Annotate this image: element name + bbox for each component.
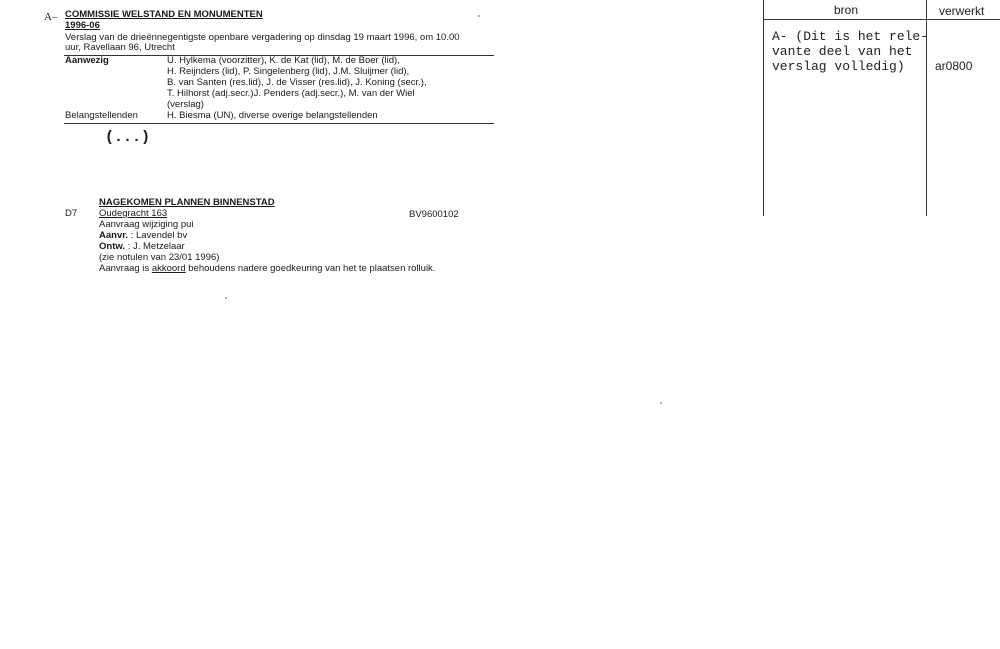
present-line: H. Reijnders (lid), P. Singelenberg (lid), J.M. Sluijmer (lid), [167, 66, 410, 77]
item-note: (zie notulen van 23/01 1996) [99, 252, 220, 263]
source-note-line: verslag volledig) [772, 59, 905, 74]
decision-suffix: behoudens nadere goedkeuring van het te plaatsen rolluik. [185, 263, 436, 274]
applicant-value: : Lavendel bv [130, 230, 188, 241]
item-reference: BV9600102 [409, 209, 459, 220]
scan-speck [478, 15, 480, 17]
section-title: NAGEKOMEN PLANNEN BINNENSTAD [99, 197, 275, 208]
present-line: T. Hilhorst (adj.secr.)J. Penders (adj.secr.), M. van der Wiel [167, 88, 415, 99]
item-address: Oudegracht 163 [99, 208, 168, 219]
item-request: Aanvraag wijziging pui [99, 219, 194, 230]
scan-speck [660, 402, 662, 404]
item-code: D7 [65, 208, 78, 219]
stakeholders-value: H. Biesma (UN), diverse overige belangstellenden [167, 110, 378, 121]
table-header-rule [763, 19, 1000, 20]
source-note-line: vante deel van het [772, 44, 913, 59]
present-line: (verslag) [167, 99, 204, 110]
margin-marker: A– [44, 11, 58, 23]
applicant-label: Aanvr. [99, 230, 129, 241]
decision-keyword: akkoord [151, 263, 186, 274]
decision-prefix: Aanvraag is [99, 263, 152, 274]
decision-line [99, 263, 435, 274]
scan-speck [225, 297, 227, 299]
designer-row [99, 241, 185, 252]
meeting-description-line-2: uur, Ravellaan 96, Utrecht [65, 42, 175, 53]
column-header-processed: verwerkt [939, 4, 985, 18]
applicant-row [99, 230, 187, 241]
present-label: Aanwezig [65, 55, 109, 66]
stakeholders-label: Belangstellenden [65, 110, 138, 121]
processed-code: ar0800 [935, 59, 973, 73]
meeting-code: 1996-06 [65, 20, 100, 31]
column-header-source: bron [834, 3, 859, 17]
present-line: U. Hylkema (voorzitter), K. de Kat (lid), M. de Boer (lid), [167, 55, 400, 66]
committee-title: COMMISSIE WELSTAND EN MONUMENTEN [65, 9, 263, 20]
divider-bottom [64, 123, 494, 124]
designer-label: Ontw. [99, 241, 126, 252]
meeting-description-line-1: Verslag van de drieënnegentigste openbare vergadering op dinsdag 19 maart 1996, om 10.00 [65, 32, 460, 43]
source-note-line: A- (Dit is het rele- [772, 29, 929, 44]
table-left-border [763, 0, 764, 216]
designer-value: : J. Metzelaar [127, 241, 185, 252]
omission-ellipsis: (...) [105, 129, 151, 146]
present-line: B. van Santen (res.lid), J. de Visser (res.lid), J. Koning (secr.), [167, 77, 427, 88]
